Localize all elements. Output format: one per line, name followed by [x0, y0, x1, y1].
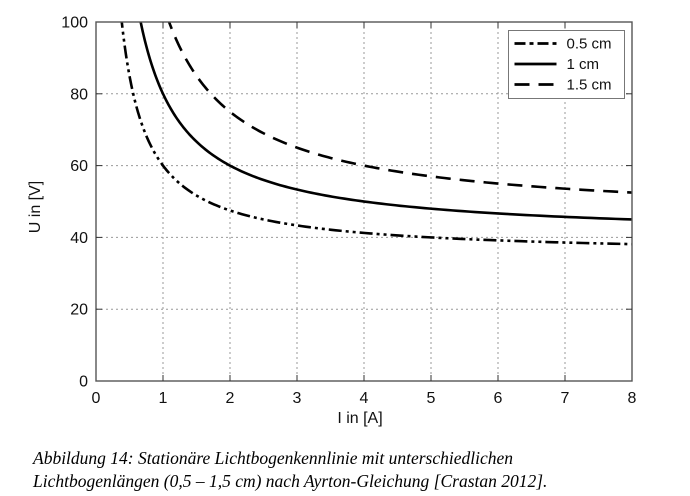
legend-label-1-cm: 1 cm	[566, 56, 600, 73]
x-tick-label: 3	[292, 390, 302, 407]
x-tick-label: 4	[359, 390, 369, 407]
y-tick-label: 60	[70, 158, 88, 176]
caption-line-2: Lichtbogenlängen (0,5 – 1,5 cm) nach Ayrton-Gleichung [Crastan 2012].	[33, 471, 548, 491]
y-tick-label: 100	[61, 14, 88, 32]
y-axis-label: U in [V]	[27, 180, 44, 234]
legend-label-0.5-cm: 0.5 cm	[566, 35, 612, 53]
x-tick-label: 1	[158, 390, 168, 407]
figure-caption	[33, 447, 673, 493]
y-tick-label: 0	[79, 373, 88, 391]
x-tick-label: 2	[225, 390, 235, 407]
y-tick-label: 20	[70, 301, 88, 319]
x-tick-label: 8	[627, 390, 637, 407]
x-axis-label: I in [A]	[337, 410, 383, 427]
x-tick-label: 7	[560, 390, 570, 407]
caption-line-1: Abbildung 14: Stationäre Lichtbogenkennlinie mit unterschiedlichen	[33, 448, 514, 468]
x-tick-label: 6	[493, 390, 503, 407]
legend-label-1.5-cm: 1.5 cm	[566, 76, 612, 94]
y-tick-label: 40	[70, 229, 88, 247]
y-tick-label: 80	[70, 86, 88, 104]
x-tick-label: 0	[91, 390, 101, 407]
x-tick-label: 5	[426, 390, 436, 407]
